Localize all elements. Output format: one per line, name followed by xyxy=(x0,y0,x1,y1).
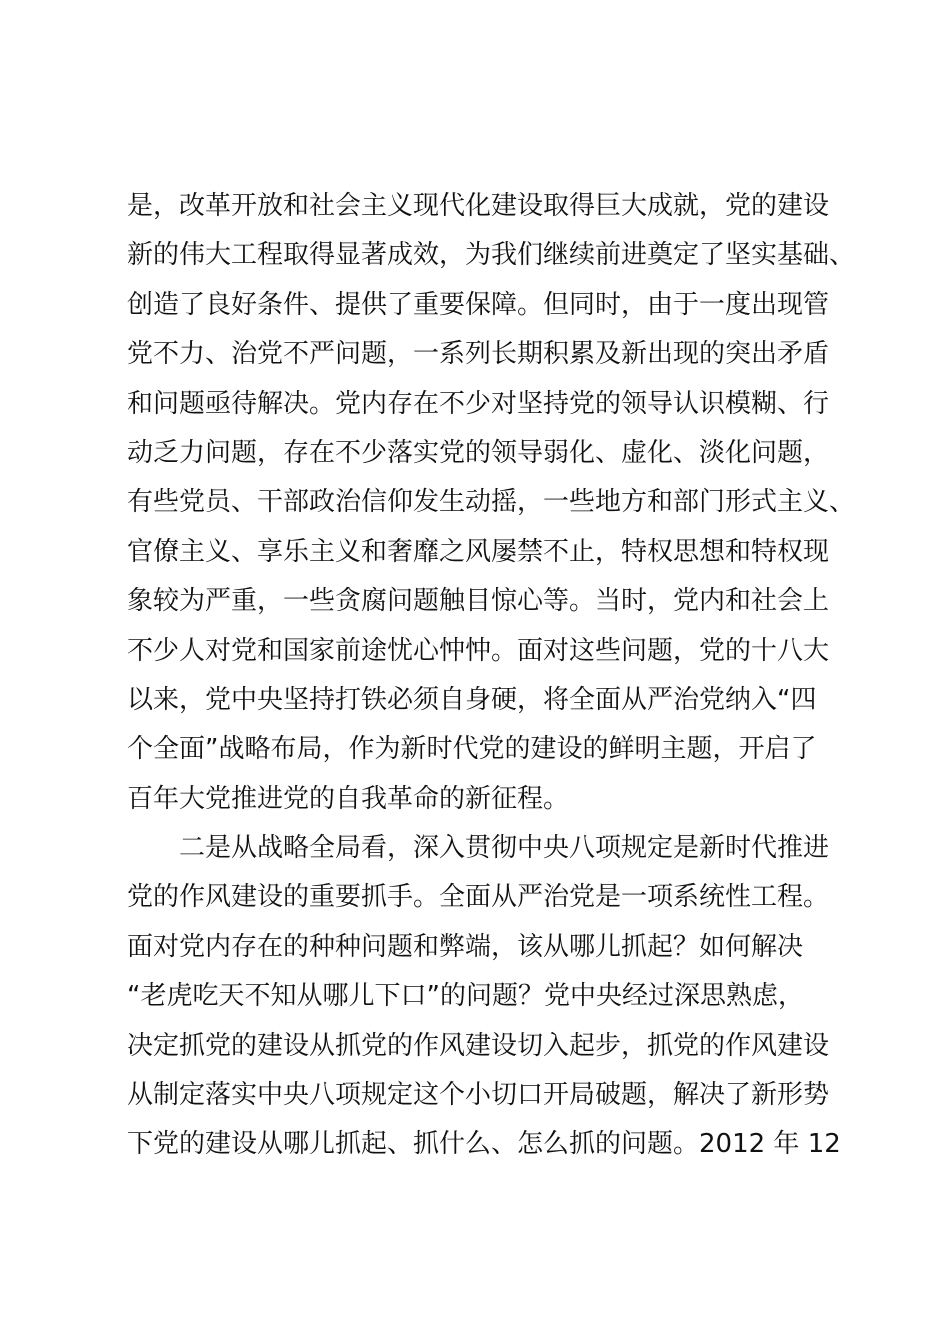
text-line: 个全面”战略布局，作为新时代党的建设的鲜明主题，开启了 xyxy=(127,734,817,765)
text-line: 有些党员、干部政治信仰发生动摇，一些地方和部门形式主义、 xyxy=(127,487,856,518)
text-line: 官僚主义、享乐主义和奢靡之风屡禁不止，特权思想和特权现 xyxy=(127,536,830,567)
text-line: 下党的建设从哪儿抓起、抓什么、怎么抓的问题。2012 年 12 xyxy=(127,1129,841,1160)
text-line: 象较为严重，一些贪腐问题触目惊心等。当时，党内和社会上 xyxy=(127,586,830,617)
paragraph-start-line: 二是从战略全局看，深入贯彻中央八项规定是新时代推进 xyxy=(179,833,830,864)
body-text xyxy=(127,182,856,1170)
text-line: 决定抓党的建设从抓党的作风建设切入起步，抓党的作风建设 xyxy=(127,1030,830,1061)
text-line: 动乏力问题，存在不少落实党的领导弱化、虚化、淡化问题， xyxy=(127,437,830,468)
text-line: 创造了良好条件、提供了重要保障。但同时，由于一度出现管 xyxy=(127,289,830,320)
text-line: 党的作风建设的重要抓手。全面从严治党是一项系统性工程。 xyxy=(127,882,830,913)
text-line: 百年大党推进党的自我革命的新征程。 xyxy=(127,783,570,814)
text-line: 新的伟大工程取得显著成效，为我们继续前进奠定了坚实基础、 xyxy=(127,240,856,271)
text-line: 从制定落实中央八项规定这个小切口开局破题，解决了新形势 xyxy=(127,1080,830,1111)
text-line: 党不力、治党不严问题，一系列长期积累及新出现的突出矛盾 xyxy=(127,339,830,370)
text-line: 和问题亟待解决。党内存在不少对坚持党的领导认识模糊、行 xyxy=(127,388,830,419)
text-line: 以来，党中央坚持打铁必须自身硬，将全面从严治党纳入“四 xyxy=(127,684,817,715)
text-line: 不少人对党和国家前途忧心忡忡。面对这些问题，党的十八大 xyxy=(127,635,830,666)
text-line: 面对党内存在的种种问题和弊端，该从哪儿抓起？如何解决 xyxy=(127,931,804,962)
text-line: 是，改革开放和社会主义现代化建设取得巨大成就，党的建设 xyxy=(127,191,830,221)
text-line: “老虎吃天不知从哪儿下口”的问题？党中央经过深思熟虑， xyxy=(127,981,804,1012)
